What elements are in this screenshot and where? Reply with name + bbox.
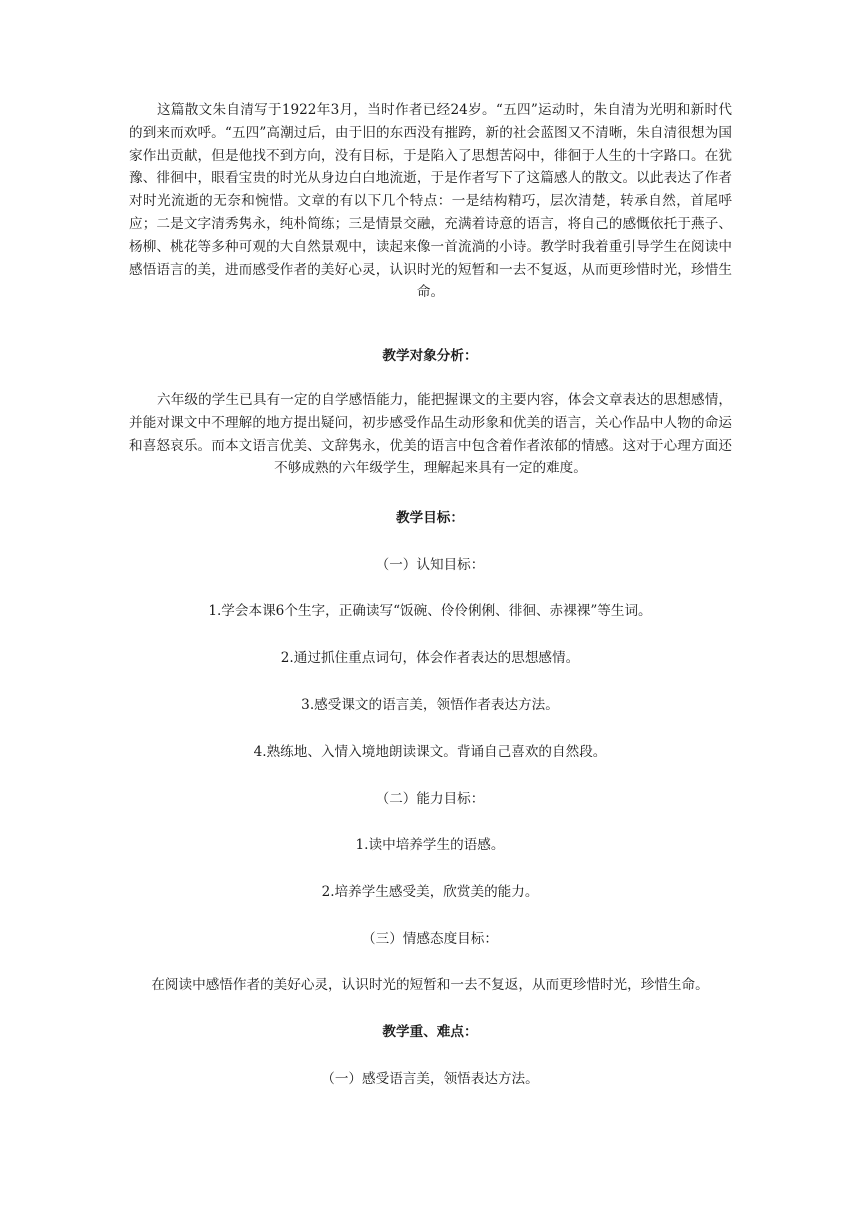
- key-point-item: （一）感受语言美，领悟表达方法。: [321, 1071, 539, 1087]
- ability-goal-item: 2.培养学生感受美，欣赏美的能力。: [321, 884, 539, 900]
- key-points-heading: 教学重、难点：: [382, 1024, 478, 1040]
- cognitive-goal-item: 4.熟练地、入情入境地朗读课文。背诵自己喜欢的自然段。: [253, 744, 607, 760]
- student-analysis-heading: 教学对象分析：: [382, 348, 478, 364]
- student-analysis-paragraph: 六年级的学生已具有一定的自学感悟能力，能把握课文的主要内容，体会文章表达的思想感情，并能对课文中不理解的地方提出疑问，初步感受作品生动形象和优美的语言，关心作品中人物的命运和喜怒哀乐。而本文语言优美、文辞隽永，优美的语言中包含着作者浓郁的情感。这对于心理方面还不够成熟的六年级学生，理解起来具有一定的难度。: [129, 392, 732, 477]
- cognitive-goal-item: 3.感受课文的语言美，领悟作者表达方法。: [301, 697, 559, 713]
- attitude-goal-text: 在阅读中感悟作者的美好心灵，认识时光的短暂和一去不复返，从而更珍惜时光，珍惜生命。: [151, 977, 709, 993]
- attitude-goals-heading: （三）情感态度目标：: [362, 931, 498, 947]
- ability-goals-heading: （二）能力目标：: [375, 791, 485, 807]
- cognitive-goal-item: 1.学会本课6个生字，正确读写“饭碗、伶伶俐俐、徘徊、赤裸裸”等生词。: [208, 603, 652, 619]
- cognitive-goal-item: 2.通过抓住重点词句，体会作者表达的思想感情。: [280, 650, 580, 666]
- ability-goal-item: 1.读中培养学生的语感。: [355, 837, 505, 853]
- cognitive-goals-heading: （一）认知目标：: [375, 557, 485, 573]
- teaching-goals-heading: 教学目标：: [396, 510, 464, 526]
- intro-paragraph: 这篇散文朱自清写于1922年3月，当时作者已经24岁。“五四”运动时，朱自清为光明和新时代的到来而欢呼。“五四”高潮过后，由于旧的东西没有摧跨，新的社会蓝图又不清晰，朱自清很想为国家作出贡献，但是他找不到方向，没有目标，于是陷入了思想苦闷中，徘徊于人生的十字路口。在犹豫、徘徊中，眼看宝贵的时光从身边白白地流逝，于是作者写下了这篇感人的散文。以此表达了作者对时光流逝的无奈和惋惜。文章的有以下几个特点：一是结构精巧，层次清楚，转承自然，首尾呼应；二是文字清秀隽永，纯朴简练；三是情景交融，充满着诗意的语言，将自己的感慨依托于燕子、杨柳、桃花等多种可观的大自然景观中，读起来像一首流淌的小诗。教学时我着重引导学生在阅读中感悟语言的美，进而感受作者的美好心灵，认识时光的短暂和一去不复返，从而更珍惜时光，珍惜生命。: [129, 102, 732, 301]
